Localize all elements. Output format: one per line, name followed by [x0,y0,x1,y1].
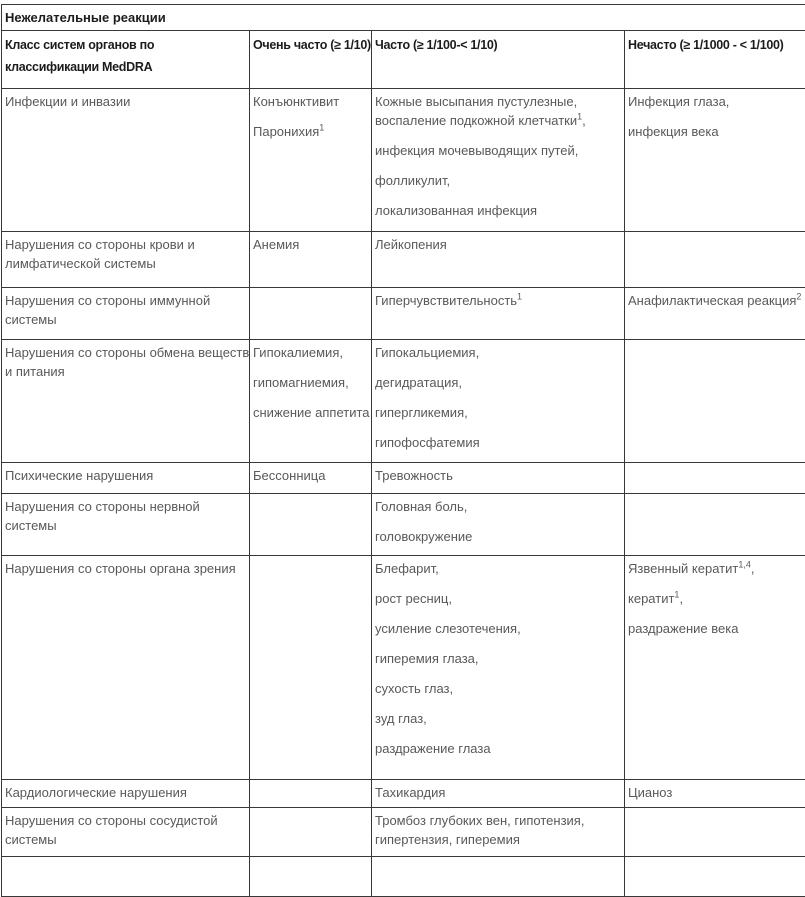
reaction-paragraph: Нарушения со стороны иммунной системы [5,291,247,329]
cell-system-organ-class [2,780,250,808]
reaction-paragraph: Тревожность [375,466,622,485]
cell-very-common [250,89,372,232]
cell-common [372,288,625,340]
reaction-paragraph: Лейкопения [375,235,622,254]
reaction-paragraph: Кожные высыпания пустулезные, воспаление подкожной клетчатки$^1$, [375,92,622,130]
reaction-paragraph: Конъюнктивит [253,92,369,111]
table-row [2,232,805,288]
reaction-paragraph: Цианоз [628,783,803,802]
cell-system-organ-class [2,232,250,288]
table-row [2,808,805,857]
reaction-paragraph: Язвенный кератит$^{1,4}$, [628,559,803,578]
cell-common [372,89,625,232]
reaction-paragraph: головокружение [375,527,622,546]
cell-common [372,340,625,463]
reaction-paragraph: гипомагниемия, [253,373,369,392]
col-header-uncommon: Нечасто (≥ 1/1000 - < 1/100) [625,31,805,89]
cell-very-common [250,808,372,857]
reaction-paragraph: Нарушения со стороны органа зрения [5,559,247,578]
cell-common [372,780,625,808]
table-row [2,780,805,808]
reaction-paragraph: Инфекции и инвазии [5,92,247,111]
cell-uncommon [625,494,805,556]
reaction-paragraph: инфекция мочевыводящих путей, [375,141,622,160]
cell-uncommon [625,232,805,288]
reaction-paragraph: Гипокальциемия, [375,343,622,362]
table-row [2,89,805,232]
table-body [2,89,805,897]
cell-uncommon [625,288,805,340]
reaction-paragraph: усиление слезотечения, [375,619,622,638]
table-title-row [2,5,805,31]
cell-very-common [250,556,372,780]
cell-very-common [250,232,372,288]
reaction-paragraph: Блефарит, [375,559,622,578]
reaction-paragraph: гипофосфатемия [375,433,622,452]
table-row [2,288,805,340]
footnote-reference: 1 [674,590,679,600]
reaction-paragraph: раздражение глаза [375,739,622,758]
reaction-paragraph: раздражение века [628,619,803,638]
cell-system-organ-class [2,463,250,494]
cell-very-common [250,288,372,340]
footnote-reference: 2 [796,292,801,302]
cell-system-organ-class [2,556,250,780]
reaction-paragraph: Кардиологические нарушения [5,783,247,802]
cell-common [372,463,625,494]
reaction-paragraph: Анемия [253,235,369,254]
reaction-paragraph: рост ресниц, [375,589,622,608]
footnote-reference: 1 [319,123,324,133]
cell-system-organ-class [2,89,250,232]
footnote-reference: 1 [577,112,582,122]
reaction-paragraph: Инфекция глаза, [628,92,803,111]
reaction-paragraph: сухость глаз, [375,679,622,698]
table-row [2,494,805,556]
reaction-paragraph: снижение аппетита [253,403,369,422]
cell-uncommon [625,340,805,463]
reaction-paragraph: зуд глаз, [375,709,622,728]
reaction-paragraph: Паронихия$^1$ [253,122,369,141]
cell-very-common [250,780,372,808]
cell-common [372,232,625,288]
table-row [2,463,805,494]
table-header-row [2,31,805,89]
reaction-paragraph: локализованная инфекция [375,201,622,220]
reaction-paragraph: Тахикардия [375,783,622,802]
table-row [2,340,805,463]
reaction-paragraph: фолликулит, [375,171,622,190]
document-page [0,4,805,867]
cell-very-common [250,494,372,556]
footnote-reference: 1,4 [738,560,751,570]
reaction-paragraph: Нарушения со стороны нервной системы [5,497,247,535]
reaction-paragraph: кератит$^1$, [628,589,803,608]
table-title: Нежелательные реакции [2,5,805,31]
col-header-very-common: Очень часто (≥ 1/10) [250,31,372,89]
cell-uncommon [625,808,805,857]
reaction-paragraph: Гипокалиемия, [253,343,369,362]
reaction-paragraph: гипергликемия, [375,403,622,422]
reaction-paragraph: гиперемия глаза, [375,649,622,668]
cell-common [372,808,625,857]
reaction-paragraph: Бессонница [253,466,369,485]
cell-system-organ-class [2,494,250,556]
table-row [2,556,805,780]
cell-common [372,556,625,780]
cell-very-common [250,340,372,463]
cell-system-organ-class [2,288,250,340]
reaction-paragraph: Тромбоз глубоких вен, гипотензия, гипертензия, гиперемия [375,811,622,849]
col-header-system-organ-class: Класс систем органов по классификации MedDRA [2,31,250,89]
cell-system-organ-class [2,808,250,857]
reaction-paragraph: Нарушения со стороны обмена веществ и питания [5,343,247,381]
reaction-paragraph: Нарушения со стороны крови и лимфатической системы [5,235,247,273]
cell-system-organ-class [2,340,250,463]
footnote-reference: 1 [517,292,522,302]
reaction-paragraph: Гиперчувствительность$^1$ [375,291,622,310]
reaction-paragraph: дегидратация, [375,373,622,392]
cell-uncommon [625,89,805,232]
reaction-paragraph: Головная боль, [375,497,622,516]
cell-common [372,494,625,556]
cell-uncommon [625,780,805,808]
reaction-paragraph: Нарушения со стороны сосудистой системы [5,811,247,849]
reaction-paragraph: Анафилактическая реакция$^2$ [628,291,803,310]
reaction-paragraph: Психические нарушения [5,466,247,485]
cell-uncommon [625,556,805,780]
col-header-common: Часто (≥ 1/100-< 1/10) [372,31,625,89]
adverse-reactions-table [1,4,805,897]
reaction-paragraph: инфекция века [628,122,803,141]
cell-very-common [250,463,372,494]
cell-uncommon [625,463,805,494]
